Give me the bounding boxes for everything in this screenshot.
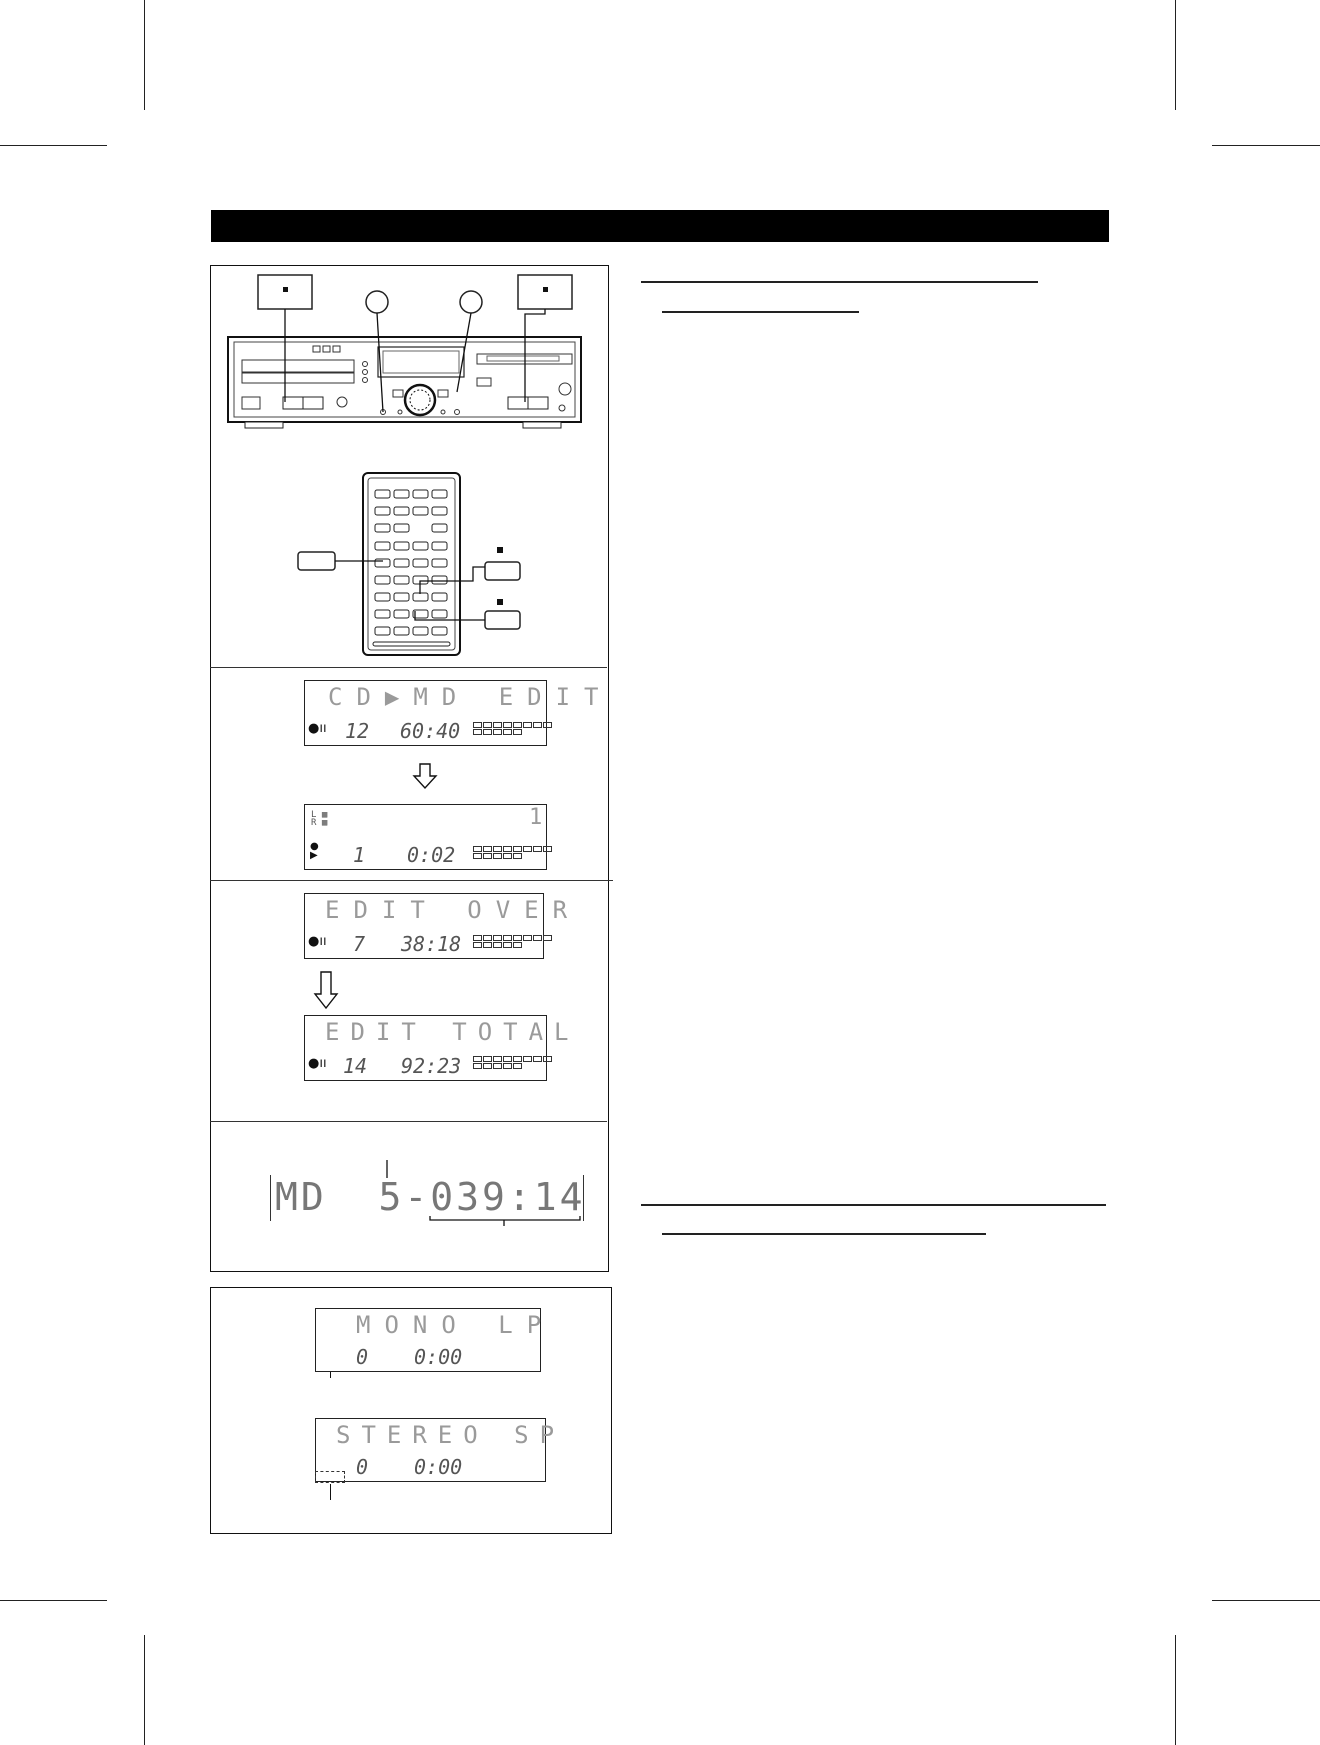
lcd-corner-number: 1 [529,805,543,830]
level-meter [473,935,552,948]
crop-mark [1175,0,1176,110]
heading-underline [662,311,859,313]
lcd-top-text: CD▶MD EDIT [328,683,613,711]
level-meter [473,722,552,735]
lcd-cd-md-edit [304,680,613,746]
down-arrow-icon [412,762,438,790]
time-readout: 0:00 [414,1345,463,1369]
crop-mark [1175,1635,1176,1745]
md-time-leaders [370,1158,590,1228]
down-arrow-icon [313,970,339,1010]
indicator-leader [330,1484,331,1500]
time-readout: 92:23 [401,1054,462,1078]
play-icon: ● ▶ [310,841,319,861]
heading-rule [641,281,1038,283]
stereo-indicator-box [315,1471,345,1483]
crop-mark [0,1600,107,1601]
lcd-stereo-sp [315,1418,566,1482]
time-readout: 38:18 [401,932,462,956]
lcd-playback [304,804,547,870]
lcd-top-text: STEREO SP [336,1421,566,1449]
track-number: 14 [343,1054,368,1078]
crop-mark [1212,145,1320,146]
track-number: 7 [353,932,366,956]
channel-indicator: L ▦ R ▦ [311,810,328,828]
heading-underline [662,1233,986,1235]
cd-md-deck-illustration [225,272,595,444]
time-readout: 0:02 [407,843,456,867]
crop-mark [0,145,107,146]
level-meter [473,1056,552,1069]
lcd-top-text: MONO LP [356,1311,556,1339]
remote-control-illustration [295,470,530,660]
record-pause-icon: ●ıı [308,934,327,949]
crop-mark [144,0,145,110]
lcd-edit-total [304,1015,580,1081]
record-pause-icon: ●ıı [308,721,327,736]
lcd-mono-lp [315,1308,556,1372]
lcd-top-text: EDIT OVER [325,896,582,924]
level-meter [473,846,552,859]
step-divider [210,880,613,881]
stop-button-callout-left [258,275,312,309]
track-number: 1 [353,843,366,867]
section-header-bar [211,210,1109,242]
record-pause-icon: ●ıı [308,1056,327,1071]
indicator-leader [330,1372,331,1378]
lcd-top-text: EDIT TOTAL [325,1018,580,1046]
heading-rule [641,1204,1106,1206]
step-divider [210,667,607,668]
track-number: 0 [356,1345,369,1369]
stop-button-callout-right [518,275,572,309]
time-readout: 0:00 [414,1455,463,1479]
lcd-edit-over [304,893,582,959]
track-number: 0 [356,1455,369,1479]
time-readout: 60:40 [400,719,461,743]
crop-mark [1212,1600,1320,1601]
step-divider [210,1121,607,1122]
crop-mark [144,1635,145,1745]
md-time-text: MD 5-039:14 [275,1175,586,1219]
track-number: 12 [345,719,370,743]
